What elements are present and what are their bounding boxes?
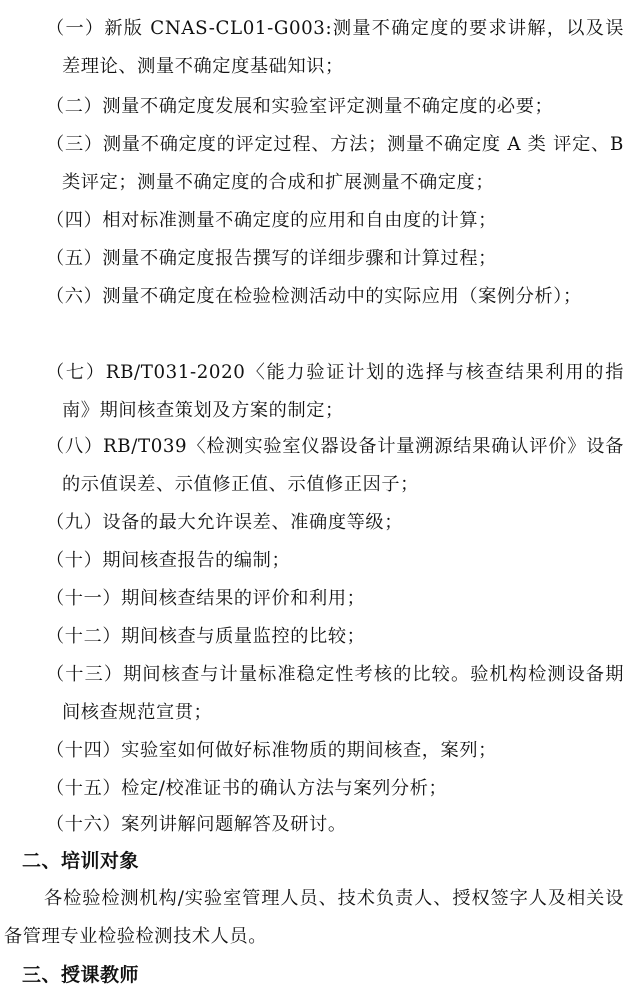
section-heading-instructors: 三、授课教师 [22,964,140,986]
item-number: （十六） [46,814,122,835]
list-item-6 [46,278,624,316]
item-text: 测量不确定度的评定过程、方法；测量不确定度 A 类 评定、B 类评定；测量不确定度的合成和扩展测量不确定度； [62,134,624,193]
item-number: （十五） [46,778,122,799]
item-text: RB/T031-2020〈能力验证计划的选择与核查结果利用的指南》期间核查策划及方案的制定； [62,362,624,421]
item-text: 测量不确定度发展和实验室评定测量不确定度的必要； [102,96,554,117]
item-number: （二） [46,96,103,117]
list-item-12 [46,618,624,656]
item-text: 新版 CNAS-CL01-G003:测量不确定度的要求讲解，以及误差理论、测量不确定度基础知识； [62,18,624,77]
list-item-7 [46,354,624,430]
item-number: （十四） [46,740,122,761]
item-number: （五） [46,248,103,269]
list-item-14 [46,732,624,770]
section-heading-trainees: 二、培训对象 [22,850,140,872]
item-number: （三） [46,134,103,155]
section-body-trainees: 各检验检测机构/实验室管理人员、技术负责人、授权签字人及相关设备管理专业检验检测技术人员。 [4,888,624,947]
item-number: （八） [46,436,103,457]
list-item-8 [46,428,624,504]
item-text: 期间核查与计量标准稳定性考核的比较。验机构检测设备期间核查规范宣贯； [62,664,624,723]
item-text: 测量不确定度在检验检测活动中的实际应用（案例分析）； [102,286,582,307]
item-text: 实验室如何做好标准物质的期间核查，案列； [121,740,497,761]
item-number: （六） [46,286,103,307]
item-text: 检定/校准证书的确认方法与案列分析； [121,778,448,799]
item-text: 测量不确定度报告撰写的详细步骤和计算过程； [102,248,497,269]
item-text: 期间核查与质量监控的比较； [121,626,366,647]
list-item-11 [46,580,624,618]
item-text: 设备的最大允许误差、准确度等级； [102,512,403,533]
item-text: 案列讲解问题解答及研讨。 [121,814,347,835]
list-item-1 [46,10,624,86]
item-number: （一） [46,18,105,39]
item-text: 期间核查报告的编制； [102,550,291,571]
item-text: 期间核查结果的评价和利用； [121,588,366,609]
item-number: （十二） [46,626,122,647]
item-number: （十） [46,550,103,571]
list-item-16 [46,806,624,844]
item-number: （十三） [46,664,124,685]
list-item-10 [46,542,624,580]
item-text: RB/T039〈检测实验室仪器设备计量溯源结果确认评价》设备的示值误差、示值修正值、示值修正因子； [62,436,624,495]
item-number: （九） [46,512,103,533]
list-item-5 [46,240,624,278]
list-item-3 [46,126,624,202]
list-item-9 [46,504,624,542]
item-text: 相对标准测量不确定度的应用和自由度的计算； [102,210,497,231]
list-item-2 [46,88,624,126]
list-item-4 [46,202,624,240]
list-item-15 [46,770,624,808]
item-number: （十一） [46,588,122,609]
item-number: （四） [46,210,103,231]
list-item-13 [46,656,624,732]
item-number: （七） [46,362,106,383]
